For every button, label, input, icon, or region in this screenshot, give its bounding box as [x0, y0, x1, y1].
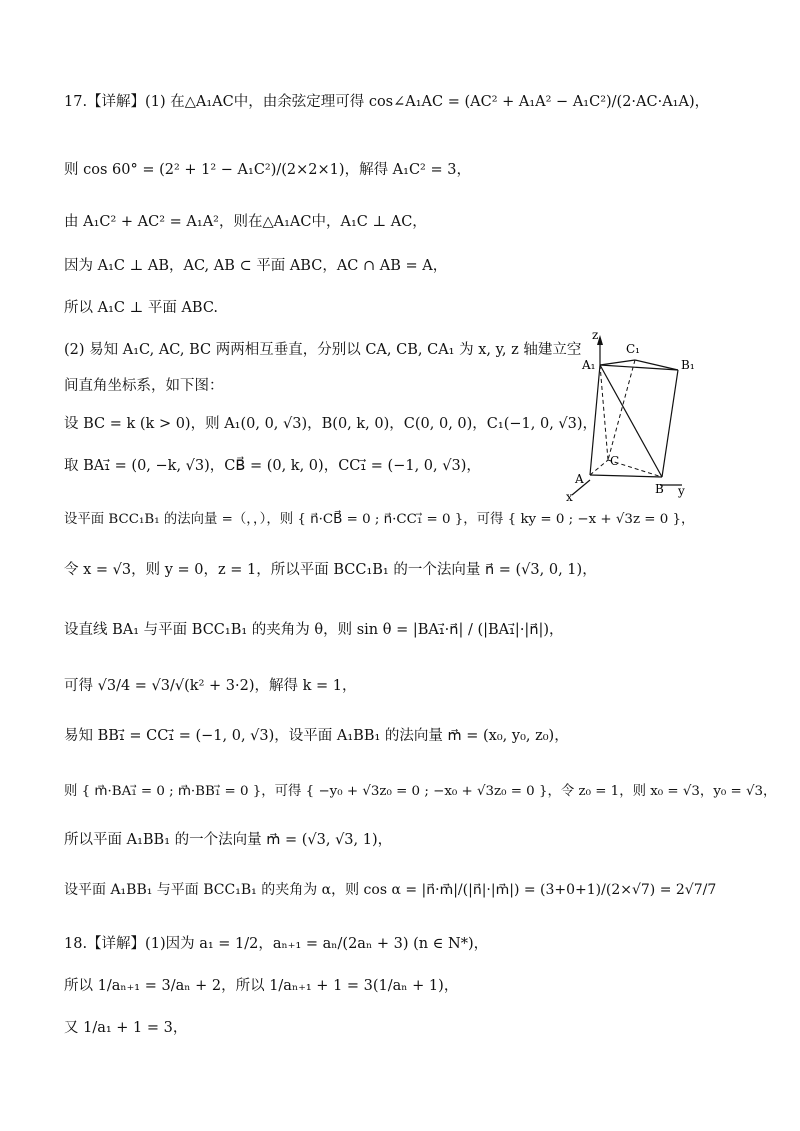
line-16: 所以平面 A₁BB₁ 的一个法向量 m⃗ = (√3, √3, 1)， [64, 832, 393, 848]
line-17: 设平面 A₁BB₁ 与平面 BCC₁B₁ 的夹角为 α，则 cos α = |n⃗·m⃗|/(|n⃗|·|m⃗|) = (3+0+1)/(2×√7) = 2√7/7 [64, 882, 717, 898]
line-6: (2) 易知 A₁C, AC, BC 两两相互垂直，分别以 CA, CB, CA₁ 为 x, y, z 轴建立空 [64, 342, 582, 358]
line-11: 令 x = √3，则 y = 0，z = 1，所以平面 BCC₁B₁ 的一个法向量 n⃗ = (√3, 0, 1)， [64, 562, 597, 578]
label-z: z [592, 328, 599, 342]
label-c: C [610, 454, 620, 468]
line-10: 设平面 BCC₁B₁ 的法向量 =（，，），则 { n⃗·CB⃗ = 0 ; n⃗·CC₁⃗ = 0 }，可得 { ky = 0 ; −x + √3z = 0 }， [64, 512, 695, 527]
label-c1: C₁ [626, 342, 640, 356]
line-8: 设 BC = k (k > 0)，则 A₁(0, 0, √3)，B(0, k, 0)，C(0, 0, 0)，C₁(−1, 0, √3)， [64, 416, 598, 432]
line-7: 间直角坐标系，如下图： [64, 378, 224, 394]
line-19: 所以 1/aₙ₊₁ = 3/aₙ + 2，所以 1/aₙ₊₁ + 1 = 3(1/aₙ + 1)， [64, 978, 459, 994]
edge-a-c [590, 460, 608, 475]
label-b: B [655, 482, 664, 496]
prism-figure [560, 325, 700, 510]
label-b1: B₁ [681, 358, 695, 372]
edge-c1-c [608, 360, 635, 460]
line-4: 因为 A₁C ⊥ AB，AC, AB ⊂ 平面 ABC，AC ∩ AB = A， [64, 258, 448, 274]
edge-a-b [590, 475, 662, 477]
line-20: 又 1/a₁ + 1 = 3， [64, 1020, 188, 1036]
line-1: 17.【详解】(1) 在△A₁AC中，由余弦定理可得 cos∠A₁AC = (AC² + A₁A² − A₁C²)/(2·AC·A₁A)， [64, 94, 710, 110]
line-12: 设直线 BA₁ 与平面 BCC₁B₁ 的夹角为 θ，则 sin θ = |BA₁⃗·n⃗| / (|BA₁⃗|·|n⃗|)， [64, 622, 564, 638]
line-15: 则 { m⃗·BA₁⃗ = 0 ; m⃗·BB₁⃗ = 0 }，可得 { −y₀ + √3z₀ = 0 ; −x₀ + √3z₀ = 0 }，令 z₀ = 1，则 x₀ = √3，y₀ = √3， [64, 784, 777, 799]
prism-diagram [560, 325, 700, 510]
line-5: 所以 A₁C ⊥ 平面 ABC. [64, 300, 219, 316]
label-a: A [575, 472, 584, 486]
label-x: x [566, 490, 573, 504]
line-3: 由 A₁C² + AC² = A₁A²，则在△A₁AC中，A₁C ⊥ AC， [64, 214, 427, 230]
edge-a1-a [590, 365, 600, 475]
line-18: 18.【详解】(1)因为 a₁ = 1/2，aₙ₊₁ = aₙ/(2aₙ + 3) (n ∈ N*)， [64, 936, 489, 952]
line-14: 易知 BB₁⃗ = CC₁⃗ = (−1, 0, √3)，设平面 A₁BB₁ 的法向量 m⃗ = (x₀, y₀, z₀)， [64, 728, 569, 744]
edge-a1-c1 [600, 360, 635, 365]
label-a1: A₁ [582, 358, 596, 372]
edge-a1-c [600, 365, 608, 460]
line-9: 取 BA₁⃗ = (0, −k, √3)，CB⃗ = (0, k, 0)，CC₁⃗ = (−1, 0, √3)， [64, 458, 481, 474]
line-13: 可得 √3/4 = √3/√(k² + 3·2)，解得 k = 1， [64, 678, 357, 694]
edge-b1-b [662, 370, 678, 477]
label-y: y [678, 484, 685, 498]
line-2: 则 cos 60° = (2² + 1² − A₁C²)/(2×2×1)，解得 A₁C² = 3， [64, 162, 471, 178]
